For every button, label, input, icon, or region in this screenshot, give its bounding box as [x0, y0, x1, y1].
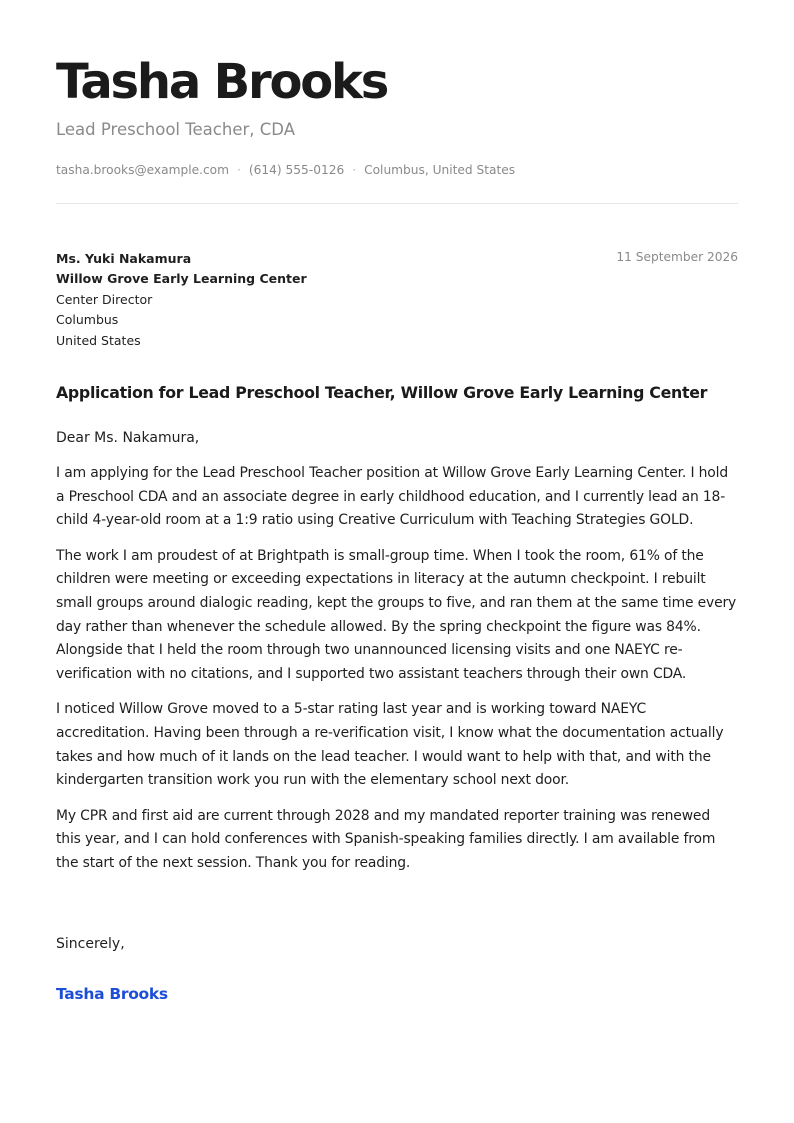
applicant-name: Tasha Brooks: [56, 54, 388, 110]
body-paragraph: The work I am proudest of at Brightpath is small-group time. When I took the room, 61% of the children were meeting or exceeding expectations in literacy at the autumn checkpoint. I rebuilt small groups around dialogic reading, kept the groups to five, and ran them at the same time every day rather than whenever the schedule allowed. By the spring checkpoint the figure was 84%. Alongside that I held the room through two unannounced licensing visits and one NAEYC re-verification with no citations, and I supported two assistant teachers through their own CDA.: [56, 547, 737, 682]
contact-separator: ·: [237, 163, 241, 177]
contact-phone[interactable]: (614) 555-0126: [248, 163, 345, 177]
recipient-city: Columbus: [56, 312, 119, 328]
body-paragraph: I am applying for the Lead Preschool Teacher position at Willow Grove Early Learning Center. I hold a Preschool CDA and an associate degree in early childhood education, and I currently lead an 18-child 4-year-old room at a 1:9 ratio using Creative Curriculum with Teaching Strategies GOLD.: [56, 465, 729, 529]
header-divider: [56, 203, 738, 204]
letter-body: [56, 462, 738, 888]
body-paragraph: My CPR and first aid are current through 2028 and my mandated reporter training was renewed this year, and I can hold conferences with Spanish-speaking families directly. I am available from the start of the next session. Thank you for reading.: [56, 807, 716, 871]
letter-subject: Application for Lead Preschool Teacher, Willow Grove Early Learning Center: [56, 383, 708, 402]
contact-separator: ·: [352, 163, 357, 177]
letter-date: 11 September 2026: [616, 250, 738, 264]
recipient-name: Ms. Yuki Nakamura: [56, 251, 192, 266]
body-paragraph: I noticed Willow Grove moved to a 5-star rating last year and is working toward NAEYC accreditation. Having been through a re-verification visit, I know what the documentation actually takes and how much of it lands on the lead teacher. I would want to help with that, and with the kindergarten transition work you run with the elementary school next door.: [56, 701, 724, 789]
contact-location: Columbus, United States: [364, 163, 516, 177]
recipient-title: Center Director: [56, 291, 153, 307]
recipient-country: United States: [56, 332, 141, 348]
letter-salutation: Dear Ms. Nakamura,: [56, 430, 200, 446]
contact-email[interactable]: tasha.brooks@example.com: [56, 163, 230, 177]
letter-closing: Sincerely,: [56, 936, 125, 952]
letter-signature: Tasha Brooks: [56, 985, 168, 1003]
applicant-role: Lead Preschool Teacher, CDA: [56, 120, 295, 139]
recipient-block: [56, 249, 307, 351]
contact-line: [56, 162, 515, 178]
recipient-organization: Willow Grove Early Learning Center: [56, 271, 307, 287]
